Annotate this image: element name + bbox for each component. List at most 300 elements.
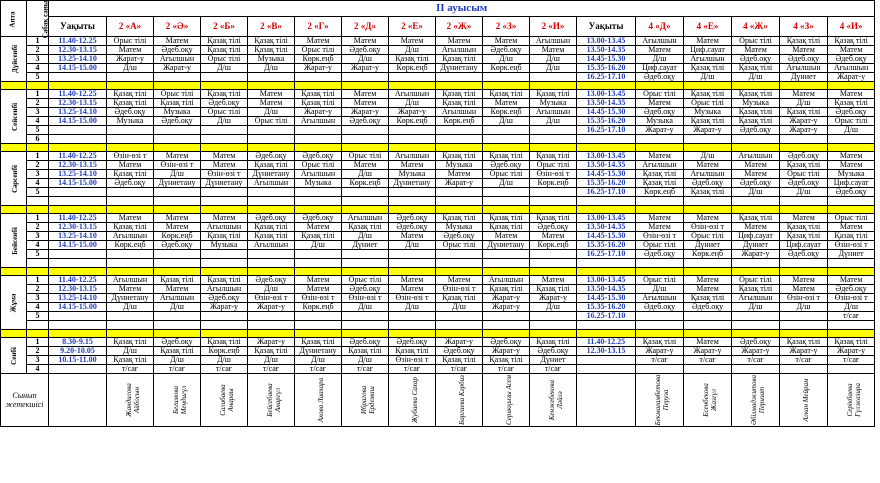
- subject-cell: [248, 73, 295, 82]
- lesson-time: [49, 312, 107, 321]
- subject-cell: Әдеб.оқу: [636, 73, 684, 82]
- teacher-name-cell: [436, 374, 483, 427]
- subject-cell: Матем: [828, 223, 875, 232]
- subject-cell: [483, 321, 530, 330]
- subject-cell: Қазақ тілі: [483, 356, 530, 365]
- subject-cell: Музыка: [201, 241, 248, 250]
- lesson-row: [1, 64, 875, 73]
- subject-cell: Матем: [248, 90, 295, 99]
- subject-cell: [436, 259, 483, 268]
- subject-cell: Әдеб.оқу: [154, 46, 201, 55]
- lesson-time: [49, 197, 107, 206]
- subject-cell: Орыс тілі: [530, 161, 577, 170]
- subject-cell: Қазақ тілі: [248, 223, 295, 232]
- day-name: [1, 276, 27, 330]
- subject-cell: Матем: [154, 223, 201, 232]
- subject-cell: Орыс тілі: [248, 117, 295, 126]
- subject-cell: [342, 188, 389, 197]
- subject-cell: Д/ш: [780, 99, 828, 108]
- subject-cell: Матем: [684, 214, 732, 223]
- subject-cell: [530, 321, 577, 330]
- lesson-time: [49, 365, 107, 374]
- lesson-time: 14.15-15.00: [49, 303, 107, 312]
- subject-cell: Әдеб.оқу: [828, 108, 875, 117]
- lesson-time-2: [577, 197, 636, 206]
- subject-cell: Қазақ тілі: [684, 64, 732, 73]
- lesson-row: [1, 188, 875, 197]
- lesson-count-header: Сабақ саны: [27, 1, 49, 37]
- subject-cell: Көрк.еңб: [342, 179, 389, 188]
- lesson-number: 3: [27, 356, 49, 365]
- teacher-name-cell: [154, 374, 201, 427]
- subject-cell: Өзін-өзі т: [389, 356, 436, 365]
- subject-cell: [154, 312, 201, 321]
- subject-cell: [295, 73, 342, 82]
- lesson-time-2: 14.45-15.30: [577, 170, 636, 179]
- subject-cell: Матем: [732, 170, 780, 179]
- lesson-number: 1: [27, 37, 49, 46]
- teacher-name: Серикқызы Асем: [505, 375, 513, 425]
- subject-cell: [436, 321, 483, 330]
- class-header: 2 «Б»: [201, 17, 248, 37]
- subject-cell: Жарат-у: [154, 64, 201, 73]
- lesson-row: [1, 135, 875, 144]
- subject-cell: [828, 321, 875, 330]
- subject-cell: [201, 73, 248, 82]
- subject-cell: Жарат-у: [107, 55, 154, 64]
- subject-cell: [530, 188, 577, 197]
- subject-cell: Ағылшын: [483, 276, 530, 285]
- lesson-time-2: 15.35-16.20: [577, 64, 636, 73]
- lesson-time: 11.40-12.25: [49, 90, 107, 99]
- teacher-spacer: [49, 374, 107, 427]
- subject-cell: Д/ш: [201, 356, 248, 365]
- subject-cell: Көрк.еңб: [684, 250, 732, 259]
- lesson-row: [1, 126, 875, 135]
- subject-cell: [436, 126, 483, 135]
- subject-cell: [732, 259, 780, 268]
- subject-cell: Қазақ тілі: [530, 90, 577, 99]
- subject-cell: Қазақ тілі: [828, 37, 875, 46]
- subject-cell: [295, 250, 342, 259]
- subject-cell: Матем: [154, 37, 201, 46]
- subject-cell: Д/ш: [436, 303, 483, 312]
- subject-cell: Д/ш: [248, 356, 295, 365]
- subject-cell: [684, 365, 732, 374]
- subject-cell: Матем: [389, 285, 436, 294]
- subject-cell: Жарат-у: [636, 347, 684, 356]
- lesson-time: 11.40-12.25: [49, 37, 107, 46]
- lesson-time-2: [577, 259, 636, 268]
- day-label: Сәрсенбі: [10, 164, 19, 193]
- subject-cell: Жарат-у: [530, 294, 577, 303]
- lesson-number: 5: [27, 73, 49, 82]
- day-label: Жұма: [9, 293, 18, 312]
- subject-cell: [107, 73, 154, 82]
- subject-cell: [248, 259, 295, 268]
- lesson-time: [49, 135, 107, 144]
- subject-cell: Д/ш: [342, 232, 389, 241]
- subject-cell: [389, 126, 436, 135]
- subject-cell: [107, 188, 154, 197]
- subject-cell: Жарат-у: [295, 64, 342, 73]
- subject-cell: Музыка: [389, 170, 436, 179]
- subject-cell: Жарат-у: [483, 294, 530, 303]
- subject-cell: Музыка: [828, 170, 875, 179]
- subject-cell: [436, 312, 483, 321]
- day-label: Сейсенбі: [11, 102, 20, 131]
- lesson-time: 14.15-15.00: [49, 64, 107, 73]
- lesson-time-2: 15.35-16.20: [577, 117, 636, 126]
- subject-cell: Қазақ тілі: [436, 99, 483, 108]
- subject-cell: Әдеб.оқу: [201, 99, 248, 108]
- subject-cell: Ағылшын: [201, 223, 248, 232]
- lesson-number: 2: [27, 347, 49, 356]
- subject-cell: Қазақ тілі: [483, 90, 530, 99]
- shift-title: II ауысым: [49, 1, 875, 17]
- subject-cell: Қазақ тілі: [684, 117, 732, 126]
- subject-cell: Өзін-өзі т: [201, 170, 248, 179]
- teacher-name: Серікбаева Гүлжазира: [846, 383, 862, 417]
- subject-cell: Өзін-өзі т: [636, 232, 684, 241]
- lesson-number: 2: [27, 161, 49, 170]
- subject-cell: Орыс тілі: [295, 161, 342, 170]
- subject-cell: Әдеб.оқу: [248, 276, 295, 285]
- subject-cell: Матем: [828, 276, 875, 285]
- lesson-time: [49, 73, 107, 82]
- subject-cell: Өзін-өзі т: [828, 294, 875, 303]
- subject-cell: Көрк.еңб: [154, 232, 201, 241]
- subject-cell: Ағылшын: [636, 294, 684, 303]
- subject-cell: [248, 321, 295, 330]
- subject-cell: Жарат-у: [780, 347, 828, 356]
- subject-cell: Әдеб.оқу: [828, 55, 875, 64]
- subject-cell: [295, 188, 342, 197]
- subject-cell: Музыка: [636, 117, 684, 126]
- subject-cell: Қазақ тілі: [248, 37, 295, 46]
- subject-cell: Қазақ тілі: [107, 338, 154, 347]
- subject-cell: [732, 365, 780, 374]
- subject-cell: Д/ш: [636, 285, 684, 294]
- subject-cell: Әдеб.оқу: [154, 338, 201, 347]
- lesson-time-2: 13.50-14.35: [577, 46, 636, 55]
- subject-cell: Қазақ тілі: [530, 214, 577, 223]
- subject-cell: Д/ш: [530, 117, 577, 126]
- subject-cell: Д/ш: [389, 99, 436, 108]
- subject-cell: Өзін-өзі т: [436, 285, 483, 294]
- subject-cell: [342, 250, 389, 259]
- subject-cell: Ағылшын: [154, 294, 201, 303]
- subject-cell: [201, 250, 248, 259]
- lesson-time: 11.40-12.25: [49, 152, 107, 161]
- subject-cell: Қазақ тілі: [248, 46, 295, 55]
- teacher-name-cell: [732, 374, 780, 427]
- lesson-number: 2: [27, 99, 49, 108]
- subject-cell: [295, 126, 342, 135]
- subject-cell: Қазақ тілі: [530, 285, 577, 294]
- subject-cell: [684, 259, 732, 268]
- subject-cell: [201, 321, 248, 330]
- subject-cell: Әдеб.оқу: [780, 250, 828, 259]
- subject-cell: Музыка: [436, 161, 483, 170]
- subject-cell: Қазақ тілі: [732, 214, 780, 223]
- subject-cell: Матем: [107, 46, 154, 55]
- teacher-name: Салибаева Анараы: [219, 384, 235, 416]
- subject-cell: Дүниет: [342, 241, 389, 250]
- class-header: 2 «Ж»: [436, 17, 483, 37]
- day-name: [1, 37, 27, 82]
- subject-cell: [436, 197, 483, 206]
- subject-cell: Әдеб.оқу: [530, 347, 577, 356]
- class-header: 2 «Д»: [342, 17, 389, 37]
- subject-cell: [154, 250, 201, 259]
- lesson-time: 14.15-15.00: [49, 117, 107, 126]
- subject-cell: Қазақ тілі: [780, 37, 828, 46]
- subject-cell: Дүниет: [828, 250, 875, 259]
- subject-cell: Әдеб.оқу: [248, 214, 295, 223]
- subject-cell: [248, 135, 295, 144]
- lesson-number: 1: [27, 90, 49, 99]
- class-header: 2 «Ә»: [154, 17, 201, 37]
- subject-cell: [636, 312, 684, 321]
- subject-cell: т/сағ: [483, 365, 530, 374]
- subject-cell: Матем: [636, 214, 684, 223]
- subject-cell: Д/ш: [154, 170, 201, 179]
- subject-cell: Көрк.еңб: [530, 241, 577, 250]
- teacher-name-cell: [780, 374, 828, 427]
- subject-cell: [780, 321, 828, 330]
- subject-cell: Көрк.еңб: [483, 64, 530, 73]
- lesson-number: [27, 197, 49, 206]
- subject-cell: Д/ш: [732, 73, 780, 82]
- lesson-row: [1, 73, 875, 82]
- lesson-time-2: 13.00-13.45: [577, 152, 636, 161]
- subject-cell: Қазақ тілі: [295, 232, 342, 241]
- lesson-number: 1: [27, 152, 49, 161]
- subject-cell: Матем: [248, 99, 295, 108]
- subject-cell: Әдеб.оқу: [342, 338, 389, 347]
- subject-cell: Д/ш: [107, 347, 154, 356]
- subject-cell: Матем: [684, 161, 732, 170]
- subject-cell: Әдеб.оқу: [684, 303, 732, 312]
- day-name: [1, 152, 27, 206]
- subject-cell: [107, 259, 154, 268]
- subject-cell: Д/ш: [636, 55, 684, 64]
- subject-cell: Матем: [636, 46, 684, 55]
- subject-cell: Жарат-у: [436, 338, 483, 347]
- lesson-row: [1, 179, 875, 188]
- subject-cell: Әдеб.оқу: [248, 152, 295, 161]
- lesson-row: [1, 303, 875, 312]
- subject-cell: Қазақ тілі: [201, 232, 248, 241]
- subject-cell: [154, 73, 201, 82]
- subject-cell: Әдеб.оқу: [107, 108, 154, 117]
- subject-cell: Д/ш: [389, 303, 436, 312]
- subject-cell: [107, 321, 154, 330]
- subject-cell: [828, 197, 875, 206]
- subject-cell: Өзін-өзі т: [295, 294, 342, 303]
- subject-cell: Өзін-өзі т: [107, 152, 154, 161]
- subject-cell: т/сағ: [436, 365, 483, 374]
- subject-cell: Орыс тілі: [636, 90, 684, 99]
- subject-cell: Д/ш: [483, 55, 530, 64]
- teacher-name: Бегимова Меңдигүл: [172, 385, 188, 415]
- subject-cell: [530, 197, 577, 206]
- subject-cell: [342, 321, 389, 330]
- subject-cell: Орыс тілі: [201, 55, 248, 64]
- lesson-row: [1, 259, 875, 268]
- subject-cell: [201, 188, 248, 197]
- subject-cell: Матем: [342, 161, 389, 170]
- subject-cell: [107, 126, 154, 135]
- lesson-time: [49, 250, 107, 259]
- subject-cell: Қазақ тілі: [248, 161, 295, 170]
- lesson-number: 3: [27, 55, 49, 64]
- subject-cell: Өзін-өзі т: [530, 170, 577, 179]
- lesson-time: 12.30-13.15: [49, 223, 107, 232]
- teacher-name: Алкан Мейрам: [802, 378, 810, 422]
- subject-cell: Қазақ тілі: [107, 356, 154, 365]
- lesson-time: 11.40-12.25: [49, 276, 107, 285]
- subject-cell: Д/ш: [828, 303, 875, 312]
- subject-cell: [636, 321, 684, 330]
- subject-cell: Д/ш: [483, 117, 530, 126]
- lesson-time: [49, 321, 107, 330]
- subject-cell: [201, 135, 248, 144]
- teacher-name-cell: [295, 374, 342, 427]
- subject-cell: [389, 73, 436, 82]
- subject-cell: т/сағ: [684, 356, 732, 365]
- subject-cell: Ағылшын: [342, 214, 389, 223]
- subject-cell: Матем: [295, 37, 342, 46]
- subject-cell: т/сағ: [780, 356, 828, 365]
- subject-cell: Өзін-өзі т: [780, 294, 828, 303]
- subject-cell: Орыс тілі: [483, 170, 530, 179]
- subject-cell: [154, 188, 201, 197]
- subject-cell: Д/ш: [389, 241, 436, 250]
- subject-cell: т/сағ: [636, 356, 684, 365]
- subject-cell: т/сағ: [107, 365, 154, 374]
- subject-cell: Дүниет: [732, 241, 780, 250]
- subject-cell: Дүниетану: [295, 347, 342, 356]
- lesson-number: 4: [27, 303, 49, 312]
- subject-cell: Матем: [732, 46, 780, 55]
- lesson-time-2: 15.35-16.20: [577, 303, 636, 312]
- subject-cell: Матем: [828, 161, 875, 170]
- subject-cell: Жарат-у: [483, 303, 530, 312]
- subject-cell: Д/ш: [732, 188, 780, 197]
- class-header: 2 «А»: [107, 17, 154, 37]
- subject-cell: Орыс тілі: [684, 99, 732, 108]
- lesson-time-2: [577, 135, 636, 144]
- subject-cell: Көрк.еңб: [436, 117, 483, 126]
- lesson-number: 2: [27, 46, 49, 55]
- subject-cell: Матем: [636, 99, 684, 108]
- lesson-row: [1, 365, 875, 374]
- subject-cell: Жарат-у: [780, 126, 828, 135]
- subject-cell: [154, 259, 201, 268]
- subject-cell: Д/ш: [295, 241, 342, 250]
- teacher-name-cell: [828, 374, 875, 427]
- subject-cell: [483, 250, 530, 259]
- lesson-time-2: 16.25-17.10: [577, 188, 636, 197]
- subject-cell: Дүниетану: [201, 179, 248, 188]
- subject-cell: Өзін-өзі т: [248, 294, 295, 303]
- subject-cell: [530, 126, 577, 135]
- lesson-number: [27, 259, 49, 268]
- lesson-number: 5: [27, 312, 49, 321]
- subject-cell: Матем: [295, 285, 342, 294]
- teacher-row: [1, 374, 875, 427]
- subject-cell: [201, 126, 248, 135]
- subject-cell: Қазақ тілі: [636, 179, 684, 188]
- subject-cell: Матем: [342, 99, 389, 108]
- lesson-time-2: 13.50-14.35: [577, 99, 636, 108]
- subject-cell: Көрк.еңб: [107, 241, 154, 250]
- subject-cell: Матем: [732, 161, 780, 170]
- subject-cell: Д/ш: [530, 64, 577, 73]
- subject-cell: [483, 126, 530, 135]
- subject-cell: Циф.сауат: [780, 241, 828, 250]
- subject-cell: Матем: [295, 223, 342, 232]
- subject-cell: Көрк.еңб: [295, 303, 342, 312]
- subject-cell: Қазақ тілі: [636, 338, 684, 347]
- subject-cell: т/сағ: [295, 365, 342, 374]
- teacher-name: Ахова Лиахара: [317, 377, 325, 423]
- subject-cell: Қазақ тілі: [828, 232, 875, 241]
- subject-cell: Қазақ тілі: [732, 90, 780, 99]
- subject-cell: Музыка: [248, 55, 295, 64]
- lesson-time-2: [577, 321, 636, 330]
- subject-cell: т/сағ: [389, 365, 436, 374]
- subject-cell: [295, 259, 342, 268]
- lesson-time-2: 14.45-15.30: [577, 232, 636, 241]
- lesson-number: 4: [27, 64, 49, 73]
- subject-cell: [389, 188, 436, 197]
- subject-cell: Әдеб.оқу: [780, 179, 828, 188]
- subject-cell: Д/ш: [684, 73, 732, 82]
- subject-cell: Әдеб.оқу: [201, 294, 248, 303]
- separator-cell: [1, 268, 27, 276]
- subject-cell: [530, 312, 577, 321]
- subject-cell: Жарат-у: [636, 126, 684, 135]
- subject-cell: Қазақ тілі: [154, 347, 201, 356]
- subject-cell: [732, 321, 780, 330]
- subject-cell: Қазақ тілі: [780, 223, 828, 232]
- subject-cell: Матем: [107, 161, 154, 170]
- subject-cell: Қазақ тілі: [828, 338, 875, 347]
- subject-cell: Матем: [684, 37, 732, 46]
- lesson-time-2: 16.25-17.10: [577, 312, 636, 321]
- subject-cell: Жарат-у: [483, 347, 530, 356]
- lesson-time-2: 14.45-15.30: [577, 55, 636, 64]
- lesson-time-2: 13.00-13.45: [577, 276, 636, 285]
- subject-cell: Қазақ тілі: [154, 276, 201, 285]
- subject-cell: [248, 312, 295, 321]
- subject-cell: [154, 135, 201, 144]
- subject-cell: Д/ш: [342, 55, 389, 64]
- lesson-time-2: 14.45-15.30: [577, 108, 636, 117]
- subject-cell: Дүниет: [780, 73, 828, 82]
- lesson-time-2: 13.50-14.35: [577, 285, 636, 294]
- subject-cell: [389, 312, 436, 321]
- subject-cell: Қазақ тілі: [828, 99, 875, 108]
- subject-cell: Орыс тілі: [636, 241, 684, 250]
- subject-cell: Д/ш: [483, 179, 530, 188]
- subject-cell: Қазақ тілі: [201, 338, 248, 347]
- lesson-time-2: [577, 356, 636, 365]
- subject-cell: Д/ш: [828, 126, 875, 135]
